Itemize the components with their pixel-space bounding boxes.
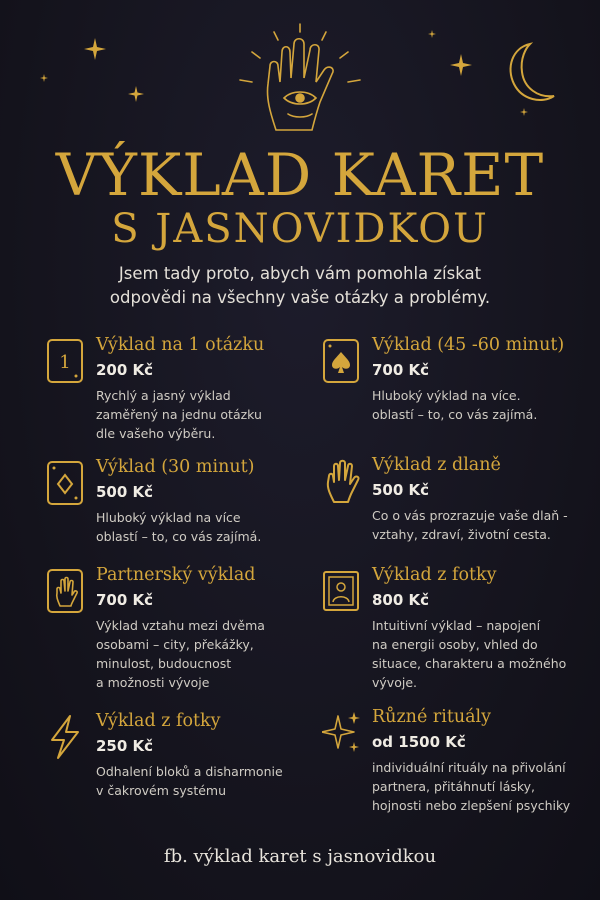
service-name: Výklad z fotky: [372, 565, 497, 585]
service-price: 200 Kč: [96, 361, 154, 379]
description-line: Výklad vztahu mezi dvěma: [96, 618, 265, 633]
service-name: Výklad (30 minut): [96, 457, 255, 477]
description-line: situace, charakteru a možného: [372, 656, 567, 671]
description-line: zaměřený na jednu otázku: [96, 407, 262, 422]
palm-icon: [322, 458, 362, 504]
service-description: [96, 508, 316, 546]
lightning-icon: [46, 714, 86, 760]
service-price: 500 Kč: [96, 483, 154, 501]
description-line: vývoje.: [372, 675, 417, 690]
sparkle-icon: [428, 30, 436, 38]
service-price: 700 Kč: [96, 591, 154, 609]
description-line: a možnosti vývoje: [96, 675, 210, 690]
description-line: Intuitivní výklad – napojení: [372, 618, 541, 633]
service-name: Různé rituály: [372, 707, 492, 727]
description-line: Rychlý a jasný výklad: [96, 388, 231, 403]
service-price: od 1500 Kč: [372, 733, 466, 751]
service-name: Výklad z dlaně: [372, 455, 501, 475]
description-line: Odhalení bloků a disharmonie: [96, 764, 283, 779]
description-line: vztahy, zdraví, životní cesta.: [372, 527, 551, 542]
service-name: Výklad na 1 otázku: [96, 335, 265, 355]
service-price: 500 Kč: [372, 481, 430, 499]
page-subtitle: S JASNOVIDKOU: [111, 206, 489, 252]
hand-icon: [46, 568, 86, 614]
photo-frame-icon: [322, 568, 362, 614]
card-diamond-icon: [46, 460, 86, 506]
intro-text: [40, 262, 560, 310]
description-line: v čakrovém systému: [96, 783, 227, 798]
sparkle-icon: [322, 710, 362, 756]
description-line: osobami – city, překážky,: [96, 637, 254, 652]
description-line: individuální rituály na přivolání: [372, 760, 566, 775]
hamsa-eye-icon: [232, 22, 368, 140]
service-price: 700 Kč: [372, 361, 430, 379]
intro-line: Jsem tady proto, abych vám pomohla získat: [118, 264, 482, 283]
service-description: [96, 386, 316, 443]
card-spade-icon: [322, 338, 362, 384]
description-line: na energii osoby, vhled do: [372, 637, 538, 652]
description-line: Hluboký výklad na více.: [372, 388, 521, 403]
sparkle-icon: [40, 74, 48, 82]
page-title: VÝKLAD KARET: [55, 141, 545, 209]
service-description: [96, 762, 316, 800]
card-one-icon: [46, 338, 86, 384]
sparkle-icon: [520, 108, 528, 116]
footer-text: fb. výklad karet s jasnovidkou: [163, 846, 437, 867]
description-line: oblastí – to, co vás zajímá.: [372, 407, 538, 422]
description-line: dle vašeho výběru.: [96, 426, 216, 441]
description-line: Co o vás prozrazuje vaše dlaň -: [372, 508, 568, 523]
service-price: 800 Kč: [372, 591, 430, 609]
svg-text:1: 1: [59, 352, 71, 373]
service-price: 250 Kč: [96, 737, 154, 755]
sparkle-icon: [128, 86, 144, 102]
description-line: oblastí – to, co vás zajímá.: [96, 529, 262, 544]
service-description: [96, 616, 316, 692]
description-line: minulost, budoucnost: [96, 656, 232, 671]
description-line: partnera, přitáhnutí lásky,: [372, 779, 536, 794]
service-name: Výklad z fotky: [96, 711, 221, 731]
intro-line: odpovědi na všechny vaše otázky a problémy.: [109, 288, 491, 307]
description-line: Hluboký výklad na více: [96, 510, 241, 525]
service-name: Partnerský výklad: [96, 565, 256, 585]
sparkle-icon: [84, 38, 106, 60]
crescent-moon-icon: [500, 40, 556, 106]
service-description: [372, 616, 592, 692]
service-description: [372, 758, 592, 815]
service-description: [372, 386, 592, 424]
service-description: [372, 506, 592, 544]
service-name: Výklad (45 -60 minut): [372, 335, 565, 355]
description-line: hojnosti nebo zlepšení psychiky: [372, 798, 571, 813]
sparkle-icon: [450, 54, 472, 76]
